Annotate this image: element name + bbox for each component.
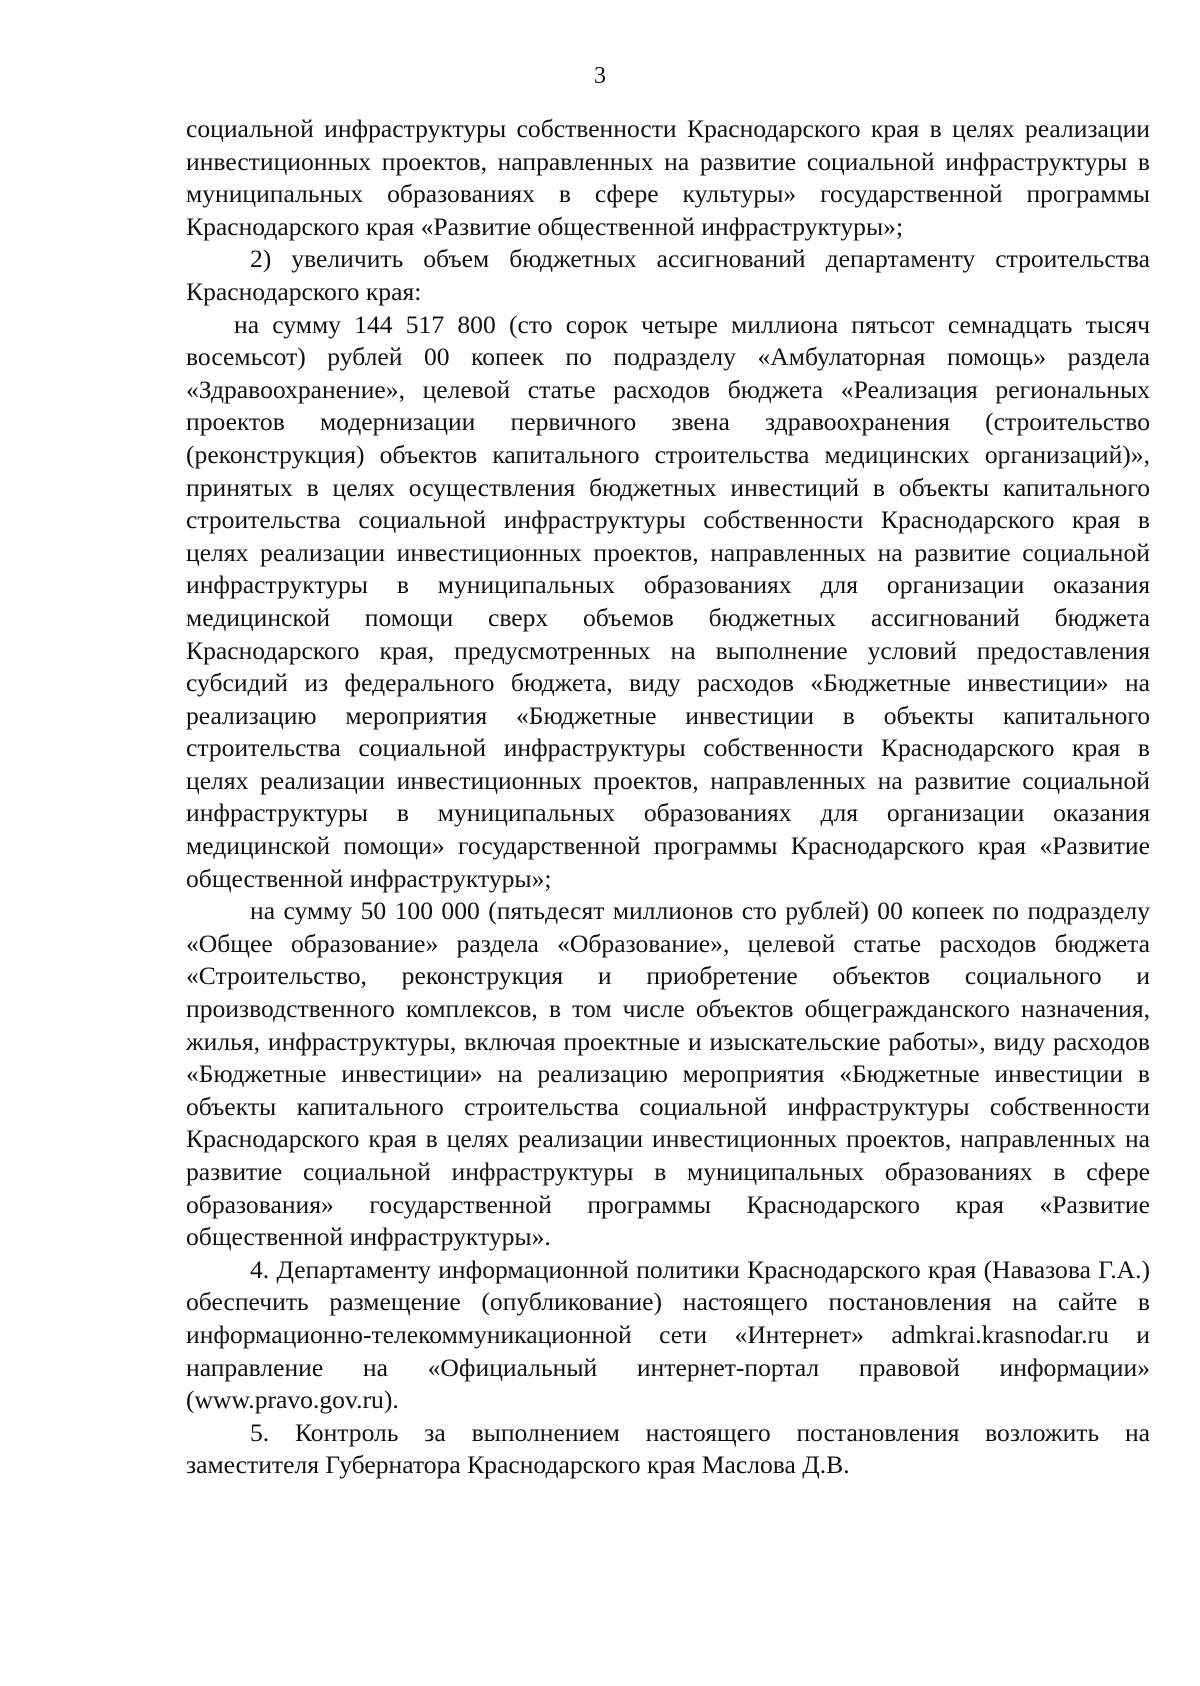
paragraph-allocation-education: на сумму 50 100 000 (пятьдесят миллионов сто рублей) 00 копеек по подразделу «Общее образование» раздела «Образование», целевой статье расходов бюджета «Строительство, реконструкция и приобретение объектов социального и производственного комплексов, в том числе объектов общегражданского назначения, жилья, инфраструктуры, включая проектные и изыскательские работы», виду расходов «Бюджетные инвестиции» на реализацию мероприятия «Бюджетные инвестиции в объекты капитального строительства социальной инфраструктуры собственности Краснодарского края в целях реализации инвестиционных проектов, направленных на развитие социальной инфраструктуры в муниципальных образованиях в сфере образования» государственной программы Краснодарского края «Развитие общественной инфраструктуры».	[186, 896, 1150, 1252]
paragraph-allocation-healthcare: на сумму 144 517 800 (сто сорок четыре миллиона пятьсот семнадцать тысяч восемьсот) рублей 00 копеек по подразделу «Амбулаторная помощь» раздела «Здравоохранение», целевой статье расходов бюджета «Реализация региональных проектов модернизации первичного звена здравоохранения (строительство (реконструкция) объектов капитального строительства медицинских организаций)», принятых в целях осуществления бюджетных инвестиций в объекты капитального строительства социальной инфраструктуры собственности Краснодарского края в целях реализации инвестиционных проектов, направленных на развитие социальной инфраструктуры в муниципальных образованиях для организации оказания медицинской помощи сверх объемов бюджетных ассигнований бюджета Краснодарского края, предусмотренных на выполнение условий предоставления субсидий из федерального бюджета, виду расходов «Бюджетные инвестиции» на реализацию мероприятия «Бюджетные инвестиции в объекты капитального строительства социальной инфраструктуры собственности Краснодарского края в целях реализации инвестиционных проектов, направленных на развитие социальной инфраструктуры в муниципальных образованиях для организации оказания медицинской помощи» государственной программы Краснодарского края «Развитие общественной инфраструктуры»;	[186, 309, 1150, 893]
document-body	[186, 113, 1150, 1482]
paragraph-continuation: социальной инфраструктуры собственности Краснодарского края в целях реализации инвестиционных проектов, направленных на развитие социальной инфраструктуры в муниципальных образованиях в сфере культуры» государственной программы Краснодарского края «Развитие общественной инфраструктуры»;	[186, 114, 1150, 241]
paragraph-item-5: 5. Контроль за выполнением настоящего постановления возложить на заместителя Губернатора Краснодарского края Маслова Д.В.	[186, 1417, 1150, 1480]
page-number: 3	[594, 63, 606, 89]
paragraph-item-2: 2) увеличить объем бюджетных ассигнований департаменту строительства Краснодарского края:	[186, 244, 1150, 306]
paragraph-item-4: 4. Департаменту информационной политики Краснодарского края (Навазова Г.А.) обеспечить размещение (опубликование) настоящего постановления на сайте в информационно-телекоммуникационной сети «Интернет» admkrai.krasnodar.ru и направление на «Официальный интернет-портал правовой информации» (www.pravo.gov.ru).	[186, 1254, 1150, 1415]
